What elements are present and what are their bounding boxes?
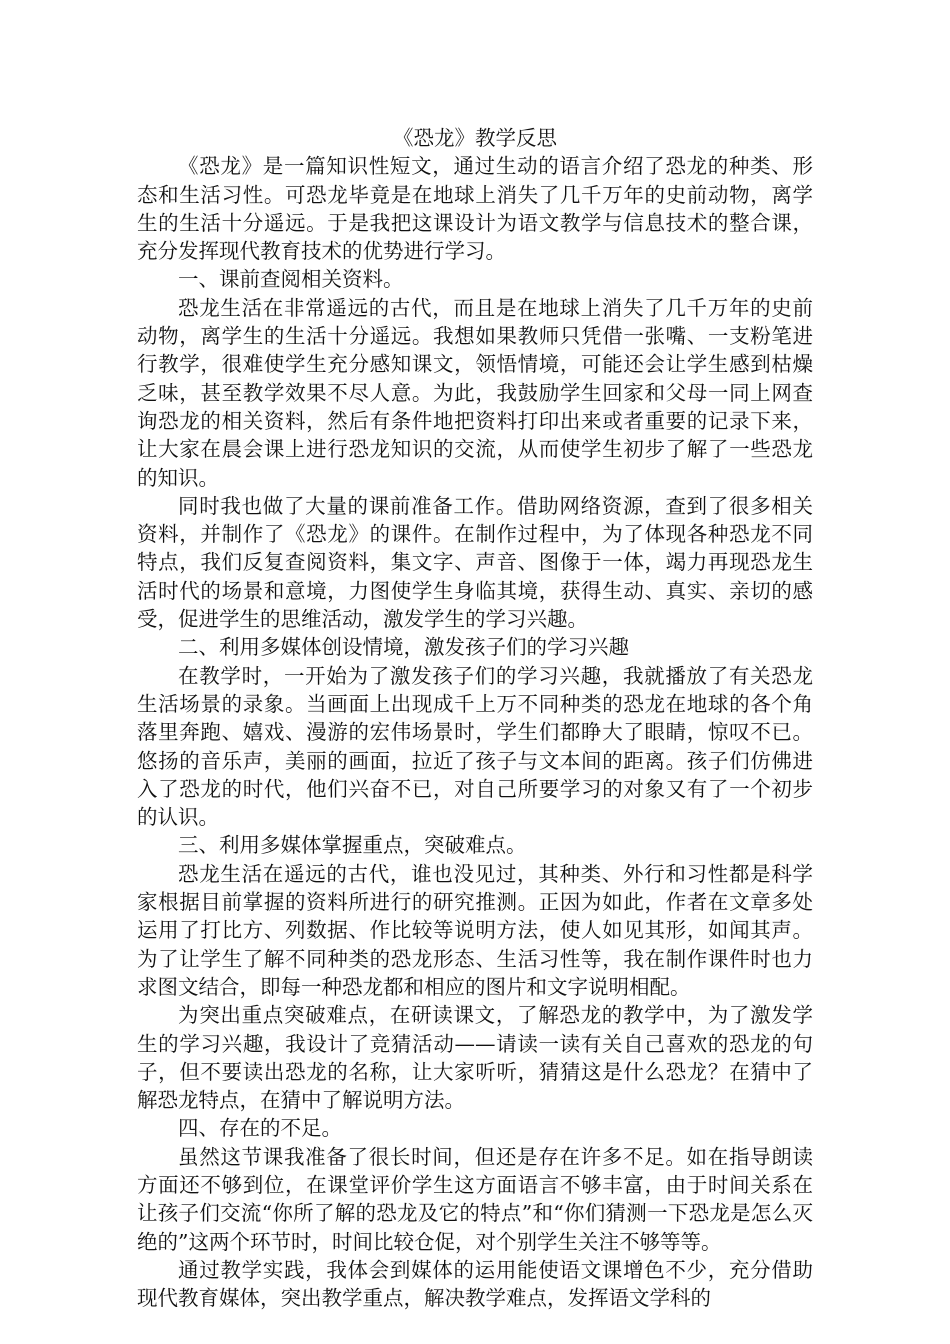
paragraph-section-4: 虽然这节课我准备了很长时间，但还是存在许多不足。如在指导朗读方面还不够到位，在课堂评价学生这方面语言不够丰富，由于时间关系在让孩子们交流“你所了解的恐龙及它的特点”和“你们猜测一下恐龙是怎么灭绝的”这两个环节时，时间比较仓促，对个别学生关注不够等等。 [137,1144,813,1254]
section-heading-2: 二、利用多媒体创设情境，激发孩子们的学习兴趣 [178,635,629,660]
paragraph-section-3b: 为突出重点突破难点，在研读课文，了解恐龙的教学中，为了激发学生的学习兴趣，我设计了竞猜活动——请读一读有关自己喜欢的恐龙的句子，但不要读出恐龙的名称，让大家听听，猜猜这是什么恐龙？在猜中了解恐龙特点，在猜中了解说明方法。 [137,1003,813,1113]
document-body [137,124,813,1312]
section-heading-1: 一、课前查阅相关资料。 [178,267,404,292]
section-heading-3: 三、利用多媒体掌握重点，突破难点。 [178,833,527,858]
paragraph-conclusion: 通过教学实践，我体会到媒体的运用能使语文课增色不少，充分借助现代教育媒体，突出教学重点，解决教学难点，发挥语文学科的 [137,1257,813,1311]
paragraph-section-3a: 恐龙生活在遥远的古代，谁也没见过，其种类、外行和习性都是科学家根据目前掌握的资料所进行的研究推测。正因为如此，作者在文章多处运用了打比方、列数据、作比较等说明方法，使人如见其形，如闻其声。为了让学生了解不同种类的恐龙形态、生活习性等，我在制作课件时也力求图文结合，即每一种恐龙都和相应的图片和文字说明相配。 [137,861,813,999]
paragraph-intro: 《恐龙》是一篇知识性短文，通过生动的语言介绍了恐龙的种类、形态和生活习性。可恐龙毕竟是在地球上消失了几千万年的史前动物，离学生的生活十分遥远。于是我把这课设计为语文教学与信息技术的整合课，充分发挥现代教育技术的优势进行学习。 [137,154,813,264]
paragraph-section-1b: 同时我也做了大量的课前准备工作。借助网络资源，查到了很多相关资料，并制作了《恐龙》的课件。在制作过程中，为了体现各种恐龙不同特点，我们反复查阅资料，集文字、声音、图像于一体，竭力再现恐龙生活时代的场景和意境，力图使学生身临其境，获得生动、真实、亲切的感受，促进学生的思维活动，激发学生的学习兴趣。 [137,493,813,632]
document-title: 《恐龙》教学反思 [393,126,557,150]
paragraph-section-1a: 恐龙生活在非常遥远的古代，而且是在地球上消失了几千万年的史前动物，离学生的生活十分遥远。我想如果教师只凭借一张嘴、一支粉笔进行教学，很难使学生充分感知课文，领悟情境，可能还会让学生感到枯燥乏味，甚至教学效果不尽人意。为此，我鼓励学生回家和父母一同上网查询恐龙的相关资料，然后有条件地把资料打印出来或者重要的记录下来，让大家在晨会课上进行恐龙知识的交流，从而使学生初步了解了一些恐龙的知识。 [137,295,813,490]
paragraph-section-2: 在教学时，一开始为了激发孩子们的学习兴趣，我就播放了有关恐龙生活场景的录象。当画面上出现成千上万不同种类的恐龙在地球的各个角落里奔跑、嬉戏、漫游的宏伟场景时，学生们都睁大了眼睛，惊叹不已。悠扬的音乐声，美丽的画面，拉近了孩子与文本间的距离。孩子们仿佛进入了恐龙的时代，他们兴奋不已，对自己所要学习的对象又有了一个初步的认识。 [137,663,813,830]
section-heading-4: 四、存在的不足。 [178,1116,342,1141]
